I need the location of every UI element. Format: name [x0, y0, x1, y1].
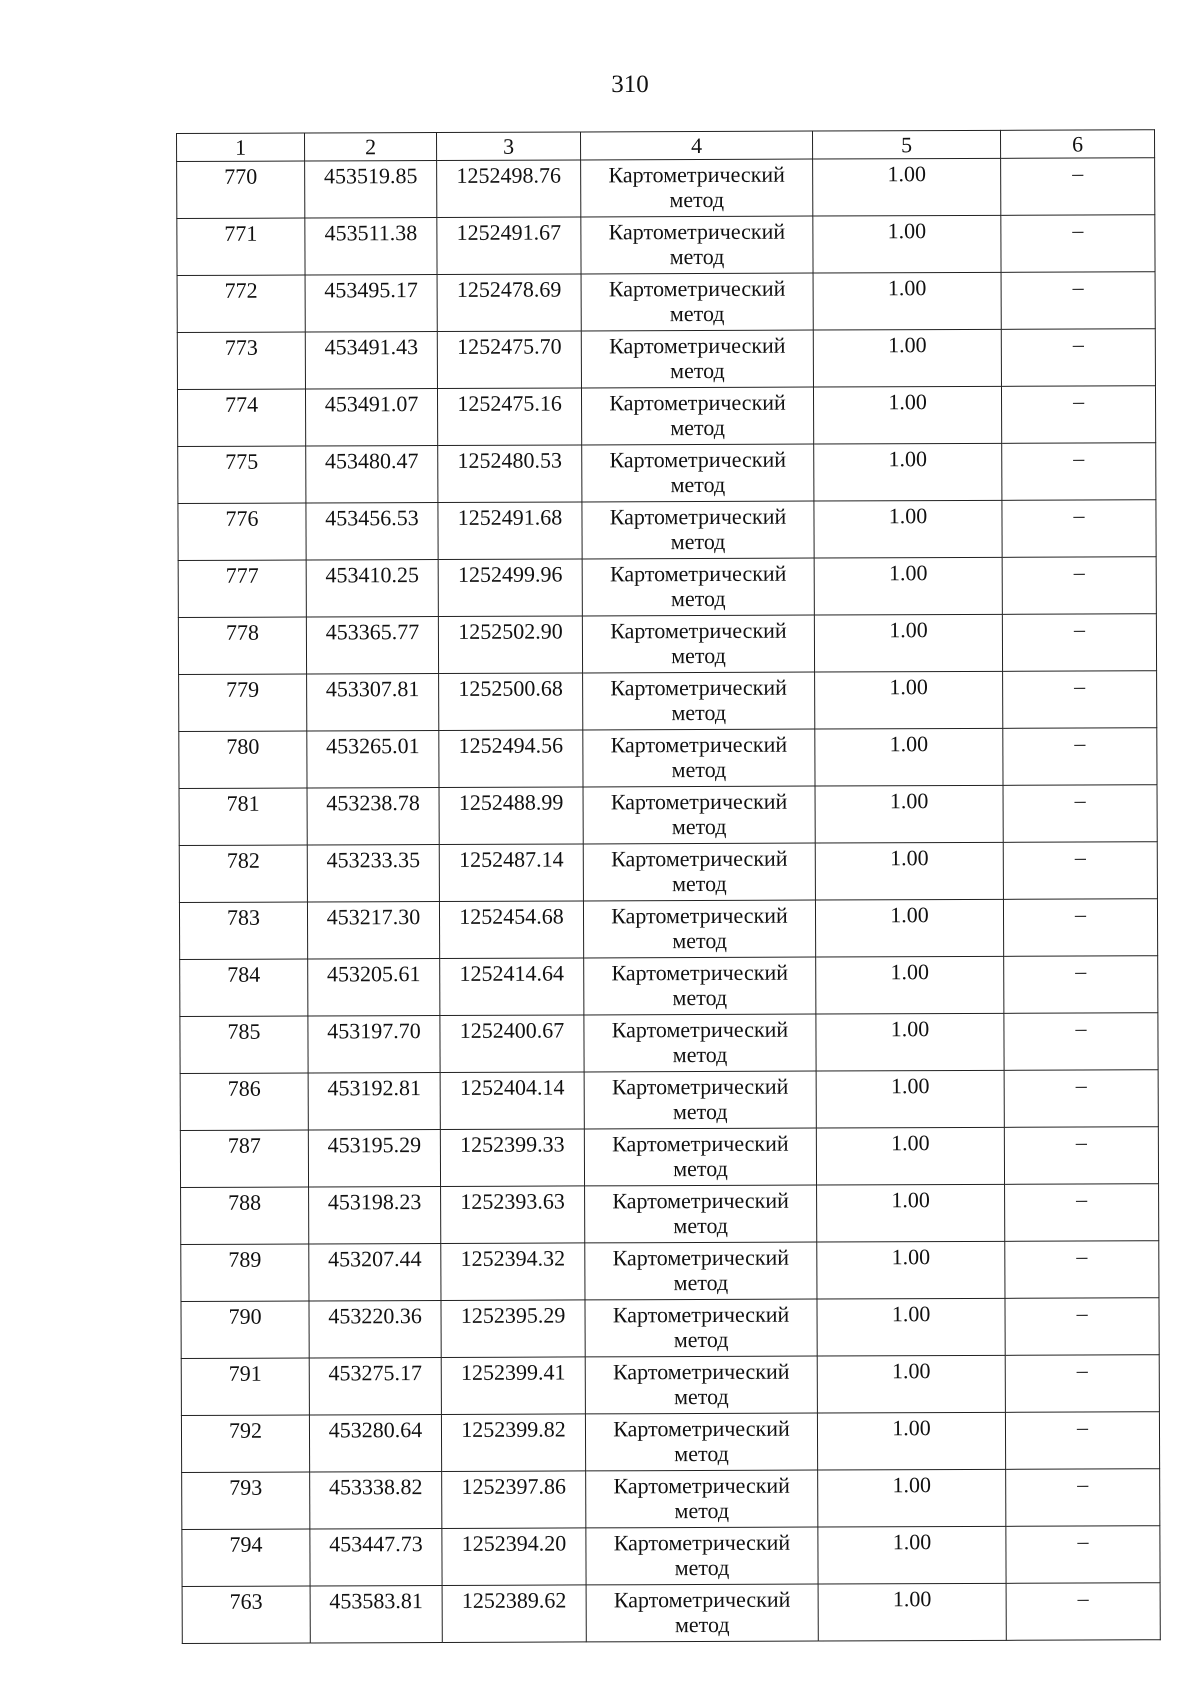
method-cell [583, 900, 815, 958]
method-line-1: Картометрический [613, 1415, 790, 1442]
method-line-1: Картометрический [609, 503, 787, 530]
x-coordinate-cell: 453207.44 [309, 1243, 441, 1301]
method-line-2: метод [673, 1212, 729, 1239]
point-number-cell: 774 [177, 389, 305, 446]
method-line-2: метод [672, 1041, 728, 1068]
description-cell: – [1001, 329, 1155, 387]
x-coordinate-cell: 453338.82 [310, 1471, 442, 1529]
x-coordinate-cell: 453307.81 [307, 673, 439, 731]
method-line-2: метод [674, 1611, 730, 1638]
method-line-2: метод [674, 1383, 729, 1410]
x-coordinate-cell: 453233.35 [307, 844, 439, 902]
description-cell: – [1001, 386, 1155, 444]
method-cell [583, 672, 815, 730]
method-line-1: Картометрический [610, 845, 788, 872]
method-line-2: метод [672, 870, 727, 897]
method-cell [581, 387, 813, 445]
method-cell [584, 1071, 816, 1129]
description-cell: – [1004, 956, 1158, 1014]
table-body [177, 158, 1161, 1644]
description-cell: – [1005, 1412, 1159, 1470]
method-cell [581, 159, 813, 217]
table-row [179, 899, 1157, 960]
description-cell: – [1003, 842, 1157, 900]
description-cell: – [1003, 728, 1157, 786]
method-line-1: Картометрический [608, 161, 785, 188]
description-cell: – [1002, 500, 1156, 558]
method-line-1: Картометрический [611, 902, 788, 929]
y-coordinate-cell: 1252475.70 [437, 331, 581, 389]
method-line-1: Картометрический [612, 1301, 790, 1328]
column-header: 6 [1000, 130, 1154, 159]
accuracy-cell: 1.00 [815, 671, 1003, 729]
point-number-cell: 792 [181, 1415, 309, 1472]
y-coordinate-cell: 1252393.63 [441, 1186, 585, 1244]
method-cell [581, 273, 813, 331]
method-line-2: метод [670, 471, 726, 498]
y-coordinate-cell: 1252389.62 [442, 1585, 586, 1643]
y-coordinate-cell: 1252404.14 [440, 1072, 584, 1130]
method-line-1: Картометрический [609, 332, 786, 359]
x-coordinate-cell: 453491.07 [305, 388, 437, 446]
page-number: 310 [611, 71, 649, 98]
description-cell: – [1003, 899, 1157, 957]
x-coordinate-cell: 453197.70 [308, 1015, 440, 1073]
method-line-2: метод [672, 1098, 728, 1125]
method-cell [585, 1413, 817, 1471]
method-cell [585, 1185, 817, 1243]
point-number-cell: 785 [180, 1016, 308, 1073]
x-coordinate-cell: 453280.64 [309, 1414, 441, 1472]
table-row [181, 1241, 1159, 1302]
x-coordinate-cell: 453583.81 [310, 1585, 442, 1643]
x-coordinate-cell: 453410.25 [306, 559, 438, 617]
point-number-cell: 771 [177, 218, 305, 275]
method-line-2: метод [671, 813, 727, 840]
description-cell: – [1001, 158, 1155, 216]
method-line-2: метод [672, 984, 728, 1011]
table-row [182, 1583, 1160, 1644]
accuracy-cell: 1.00 [816, 1070, 1004, 1128]
accuracy-cell: 1.00 [816, 1013, 1004, 1071]
table-row [182, 1469, 1160, 1530]
point-number-cell: 763 [182, 1586, 310, 1643]
table-row [177, 158, 1155, 219]
method-cell [582, 615, 814, 673]
description-cell: – [1002, 557, 1156, 615]
coordinates-table [176, 129, 1161, 1644]
y-coordinate-cell: 1252500.68 [439, 673, 583, 731]
description-cell: – [1003, 671, 1157, 729]
method-cell [586, 1470, 818, 1528]
accuracy-cell: 1.00 [818, 1583, 1006, 1641]
method-line-1: Картометрический [612, 1244, 790, 1271]
method-cell [581, 330, 813, 388]
accuracy-cell: 1.00 [815, 785, 1003, 843]
method-cell [583, 843, 815, 901]
table-row [181, 1412, 1159, 1473]
point-number-cell: 781 [179, 788, 307, 845]
y-coordinate-cell: 1252491.67 [437, 217, 581, 275]
accuracy-cell: 1.00 [817, 1184, 1005, 1242]
column-header: 3 [437, 132, 581, 161]
y-coordinate-cell: 1252399.82 [441, 1414, 585, 1472]
method-cell [582, 501, 814, 559]
y-coordinate-cell: 1252498.76 [437, 160, 581, 218]
accuracy-cell: 1.00 [816, 1127, 1004, 1185]
method-cell [586, 1527, 818, 1585]
point-number-cell: 780 [179, 731, 307, 788]
accuracy-cell: 1.00 [813, 329, 1001, 387]
method-line-2: метод [669, 243, 725, 270]
accuracy-cell: 1.00 [814, 500, 1002, 558]
table-row [180, 1013, 1158, 1074]
point-number-cell: 793 [182, 1472, 310, 1529]
description-cell: – [1002, 443, 1156, 501]
method-cell [584, 1128, 816, 1186]
table-row [179, 785, 1157, 846]
point-number-cell: 788 [181, 1187, 309, 1244]
accuracy-cell: 1.00 [814, 557, 1002, 615]
accuracy-cell: 1.00 [817, 1412, 1005, 1470]
y-coordinate-cell: 1252414.64 [440, 958, 584, 1016]
method-line-2: метод [673, 1326, 729, 1353]
method-line-1: Картометрический [612, 1358, 790, 1385]
method-line-2: метод [671, 699, 727, 726]
method-cell [582, 558, 814, 616]
table-row [180, 956, 1158, 1017]
method-line-2: метод [673, 1155, 728, 1182]
method-cell [585, 1299, 817, 1357]
table-row [181, 1355, 1159, 1416]
method-line-1: Картометрический [609, 389, 786, 416]
point-number-cell: 790 [181, 1301, 309, 1358]
method-cell [584, 1014, 816, 1072]
method-cell [581, 216, 813, 274]
accuracy-cell: 1.00 [815, 842, 1003, 900]
description-cell: – [1004, 1070, 1158, 1128]
accuracy-cell: 1.00 [815, 728, 1003, 786]
method-line-1: Картометрический [611, 1016, 789, 1043]
accuracy-cell: 1.00 [814, 443, 1002, 501]
method-line-1: Картометрический [610, 788, 788, 815]
method-line-2: метод [674, 1497, 730, 1524]
description-cell: – [1005, 1184, 1159, 1242]
column-header: 5 [812, 130, 1000, 159]
table-row [180, 1070, 1158, 1131]
method-line-1: Картометрический [611, 959, 789, 986]
method-line-1: Картометрический [612, 1130, 789, 1157]
method-line-2: метод [671, 756, 727, 783]
point-number-cell: 789 [181, 1244, 309, 1301]
y-coordinate-cell: 1252394.32 [441, 1243, 585, 1301]
method-line-1: Картометрический [611, 1073, 789, 1100]
method-cell [583, 786, 815, 844]
table-row [178, 443, 1156, 504]
table-row [177, 329, 1155, 390]
table-row [178, 557, 1156, 618]
x-coordinate-cell: 453217.30 [307, 901, 439, 959]
accuracy-cell: 1.00 [817, 1355, 1005, 1413]
method-line-1: Картометрический [608, 218, 786, 245]
y-coordinate-cell: 1252480.53 [438, 445, 582, 503]
method-line-2: метод [674, 1440, 729, 1467]
point-number-cell: 773 [177, 332, 305, 389]
method-line-2: метод [670, 414, 725, 441]
method-cell [583, 729, 815, 787]
column-header: 1 [177, 133, 305, 161]
y-coordinate-cell: 1252488.99 [439, 787, 583, 845]
method-line-2: метод [672, 927, 727, 954]
accuracy-cell: 1.00 [813, 386, 1001, 444]
point-number-cell: 794 [182, 1529, 310, 1586]
point-number-cell: 775 [178, 446, 306, 503]
x-coordinate-cell: 453456.53 [306, 502, 438, 560]
method-line-1: Картометрический [613, 1586, 791, 1613]
y-coordinate-cell: 1252395.29 [441, 1300, 585, 1358]
description-cell: – [1003, 785, 1157, 843]
y-coordinate-cell: 1252399.41 [441, 1357, 585, 1415]
table-row [177, 386, 1155, 447]
method-cell [586, 1584, 818, 1642]
y-coordinate-cell: 1252454.68 [439, 901, 583, 959]
point-number-cell: 783 [179, 902, 307, 959]
method-line-1: Картометрический [608, 275, 786, 302]
column-header: 4 [580, 131, 812, 160]
point-number-cell: 772 [177, 275, 305, 332]
table-row [179, 842, 1157, 903]
accuracy-cell: 1.00 [813, 272, 1001, 330]
x-coordinate-cell: 453205.61 [308, 958, 440, 1016]
method-line-2: метод [671, 642, 726, 669]
table-row [180, 1127, 1158, 1188]
table-row [182, 1526, 1160, 1587]
table-row [181, 1298, 1159, 1359]
description-cell: – [1004, 1013, 1158, 1071]
accuracy-cell: 1.00 [816, 956, 1004, 1014]
method-line-2: метод [674, 1554, 730, 1581]
x-coordinate-cell: 453480.47 [306, 445, 438, 503]
method-line-1: Картометрический [610, 674, 787, 701]
table-header-row [177, 130, 1155, 162]
method-line-2: метод [670, 528, 726, 555]
y-coordinate-cell: 1252394.20 [442, 1528, 586, 1586]
x-coordinate-cell: 453238.78 [307, 787, 439, 845]
description-cell: – [1005, 1241, 1159, 1299]
description-cell: – [1005, 1298, 1159, 1356]
method-line-2: метод [670, 585, 726, 612]
x-coordinate-cell: 453198.23 [309, 1186, 441, 1244]
y-coordinate-cell: 1252399.33 [440, 1129, 584, 1187]
table-row [177, 272, 1155, 333]
method-cell [585, 1356, 817, 1414]
method-line-2: метод [673, 1269, 729, 1296]
method-line-1: Картометрический [613, 1529, 791, 1556]
x-coordinate-cell: 453365.77 [306, 616, 438, 674]
table-row [177, 215, 1155, 276]
accuracy-cell: 1.00 [818, 1526, 1006, 1584]
method-line-1: Картометрический [610, 617, 787, 644]
point-number-cell: 776 [178, 503, 306, 560]
table-row [178, 500, 1156, 561]
point-number-cell: 784 [180, 959, 308, 1016]
accuracy-cell: 1.00 [814, 614, 1002, 672]
x-coordinate-cell: 453495.17 [305, 274, 437, 332]
method-cell [585, 1242, 817, 1300]
accuracy-cell: 1.00 [813, 158, 1001, 216]
y-coordinate-cell: 1252478.69 [437, 274, 581, 332]
method-cell [582, 444, 814, 502]
x-coordinate-cell: 453511.38 [305, 217, 437, 275]
method-line-1: Картометрический [609, 560, 787, 587]
method-line-1: Картометрический [613, 1472, 790, 1499]
table-row [181, 1184, 1159, 1245]
method-cell [584, 957, 816, 1015]
method-line-1: Картометрический [612, 1187, 789, 1214]
y-coordinate-cell: 1252475.16 [437, 388, 581, 446]
description-cell: – [1006, 1583, 1160, 1641]
table-row [179, 671, 1157, 732]
accuracy-cell: 1.00 [817, 1298, 1005, 1356]
point-number-cell: 787 [180, 1130, 308, 1187]
point-number-cell: 777 [178, 560, 306, 617]
description-cell: – [1004, 1127, 1158, 1185]
y-coordinate-cell: 1252494.56 [439, 730, 583, 788]
accuracy-cell: 1.00 [813, 215, 1001, 273]
y-coordinate-cell: 1252487.14 [439, 844, 583, 902]
y-coordinate-cell: 1252499.96 [438, 559, 582, 617]
point-number-cell: 782 [179, 845, 307, 902]
point-number-cell: 779 [179, 674, 307, 731]
point-number-cell: 770 [177, 161, 305, 218]
accuracy-cell: 1.00 [817, 1241, 1005, 1299]
y-coordinate-cell: 1252502.90 [438, 616, 582, 674]
x-coordinate-cell: 453491.43 [305, 331, 437, 389]
description-cell: – [1006, 1526, 1160, 1584]
x-coordinate-cell: 453519.85 [305, 160, 437, 218]
x-coordinate-cell: 453447.73 [310, 1528, 442, 1586]
accuracy-cell: 1.00 [815, 899, 1003, 957]
point-number-cell: 778 [178, 617, 306, 674]
description-cell: – [1001, 272, 1155, 330]
y-coordinate-cell: 1252397.86 [442, 1471, 586, 1529]
x-coordinate-cell: 453195.29 [308, 1129, 440, 1187]
description-cell: – [1001, 215, 1155, 273]
point-number-cell: 786 [180, 1073, 308, 1130]
y-coordinate-cell: 1252491.68 [438, 502, 582, 560]
description-cell: – [1006, 1469, 1160, 1527]
description-cell: – [1002, 614, 1156, 672]
column-header: 2 [305, 132, 437, 161]
description-cell: – [1005, 1355, 1159, 1413]
method-line-1: Картометрический [609, 446, 787, 473]
table-row [178, 614, 1156, 675]
accuracy-cell: 1.00 [818, 1469, 1006, 1527]
x-coordinate-cell: 453220.36 [309, 1300, 441, 1358]
point-number-cell: 791 [181, 1358, 309, 1415]
method-line-2: метод [669, 186, 725, 213]
x-coordinate-cell: 453192.81 [308, 1072, 440, 1130]
x-coordinate-cell: 453265.01 [307, 730, 439, 788]
method-line-1: Картометрический [610, 731, 788, 758]
method-line-2: метод [670, 357, 725, 384]
x-coordinate-cell: 453275.17 [309, 1357, 441, 1415]
table-row [179, 728, 1157, 789]
method-line-2: метод [669, 300, 725, 327]
y-coordinate-cell: 1252400.67 [440, 1015, 584, 1073]
